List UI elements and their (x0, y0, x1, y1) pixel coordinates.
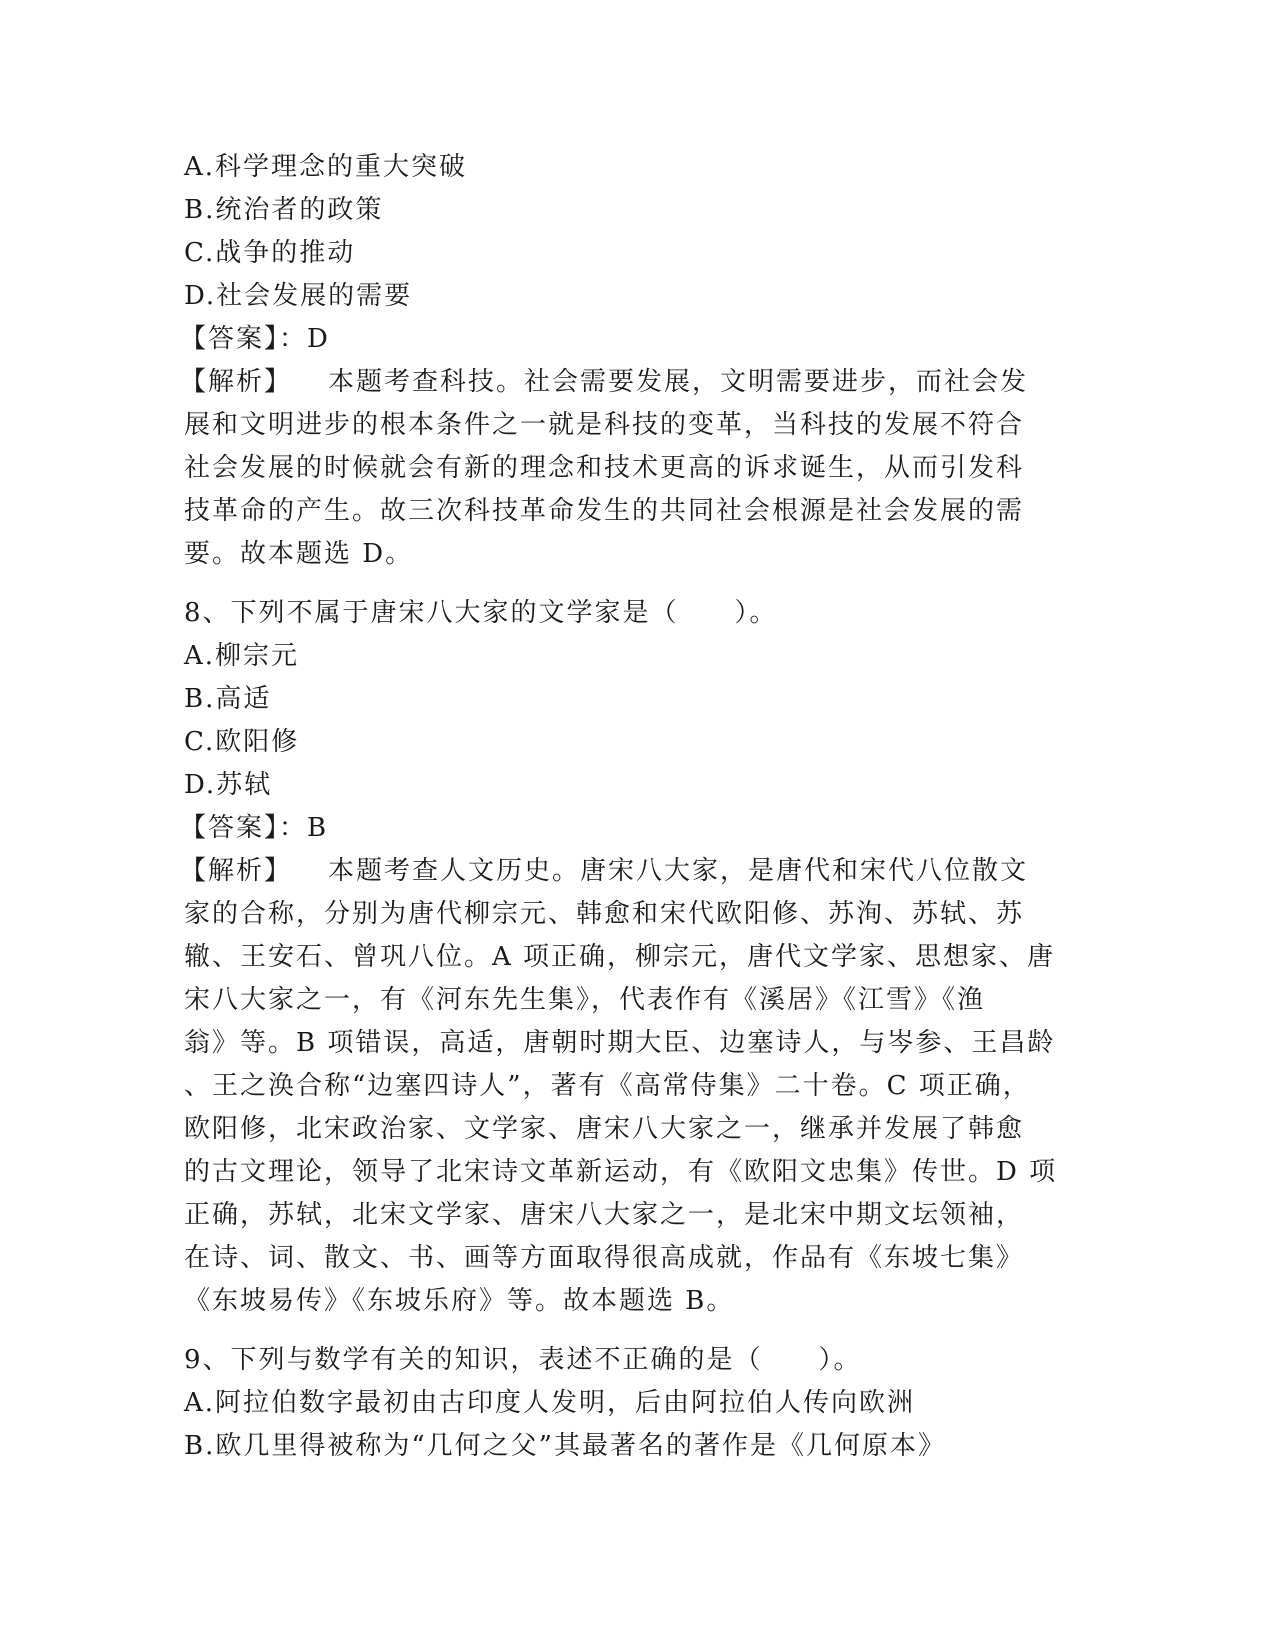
analysis-text: 的古文理论，领导了北宋诗文革新运动，有《欧阳文忠集》传世。D 项 (184, 1157, 1058, 1187)
option-c: C.战争的推动 (184, 238, 356, 268)
option-a: A.阿拉伯数字最初由古印度人发明，后由阿拉伯人传向欧洲 (184, 1388, 916, 1418)
option-d: D.社会发展的需要 (184, 281, 413, 311)
analysis-text: 欧阳修，北宋政治家、文学家、唐宋八大家之一，继承并发展了韩愈 (184, 1114, 1025, 1144)
analysis-text: 技革命的产生。故三次科技革命发生的共同社会根源是社会发展的需 (184, 496, 1025, 526)
option-d: D.苏轼 (184, 770, 273, 800)
analysis-first-line (180, 850, 1074, 893)
analysis-label: 【解析】 (180, 856, 293, 886)
option-b: B.统治者的政策 (184, 195, 384, 225)
analysis-text: 《东坡易传》《东坡乐府》等。故本题选 B。 (184, 1286, 735, 1316)
question-stem: 8、下列不属于唐宋八大家的文学家是（ ）。 (184, 598, 778, 628)
analysis-text: 家的合称，分别为唐代柳宗元、韩愈和宋代欧阳修、苏洵、苏轼、苏 (184, 899, 1025, 929)
question-stem: 9、下列与数学有关的知识，表述不正确的是（ ）。 (184, 1345, 862, 1375)
option-a: A.科学理念的重大突破 (184, 152, 468, 182)
analysis-text: 本题考查科技。社会需要发展，文明需要进步，而社会发 (328, 367, 1029, 397)
analysis-first-line (180, 361, 1074, 404)
question-9-block (184, 1339, 1074, 1468)
analysis-text: 本题考查人文历史。唐宋八大家，是唐代和宋代八位散文 (328, 856, 1029, 886)
analysis-text: 正确，苏轼，北宋文学家、唐宋八大家之一，是北宋中期文坛领袖， (184, 1200, 1025, 1230)
analysis-text: 要。故本题选 D。 (184, 539, 414, 569)
analysis-text: 辙、王安石、曾巩八位。A 项正确，柳宗元，唐代文学家、思想家、唐 (184, 942, 1056, 972)
analysis-text: 、王之涣合称“边塞四诗人”，著有《高常侍集》二十卷。C 项正确， (184, 1071, 1031, 1101)
analysis-text: 展和文明进步的根本条件之一就是科技的变革，当科技的发展不符合 (184, 410, 1025, 440)
answer-line: 【答案】：B (180, 813, 329, 843)
answer-line: 【答案】：D (180, 324, 330, 354)
option-b: B.高适 (184, 684, 272, 714)
analysis-text: 社会发展的时候就会有新的理念和技术更高的诉求诞生，从而引发科 (184, 453, 1025, 483)
option-c: C.欧阳修 (184, 727, 300, 757)
question-8-block (180, 592, 1074, 1323)
option-a: A.柳宗元 (184, 641, 300, 671)
analysis-text: 宋八大家之一，有《河东先生集》，代表作有《溪居》《江雪》《渔 (184, 985, 986, 1015)
analysis-text: 翁》等。B 项错误，高适，唐朝时期大臣、边塞诗人，与岑参、王昌龄 (184, 1028, 1056, 1058)
document-content (180, 146, 1074, 1468)
question-7-block (180, 146, 1074, 576)
analysis-label: 【解析】 (180, 367, 293, 397)
option-b: B.欧几里得被称为“几何之父”其最著名的著作是《几何原本》 (184, 1431, 946, 1461)
analysis-text: 在诗、词、散文、书、画等方面取得很高成就，作品有《东坡七集》 (184, 1243, 1025, 1273)
